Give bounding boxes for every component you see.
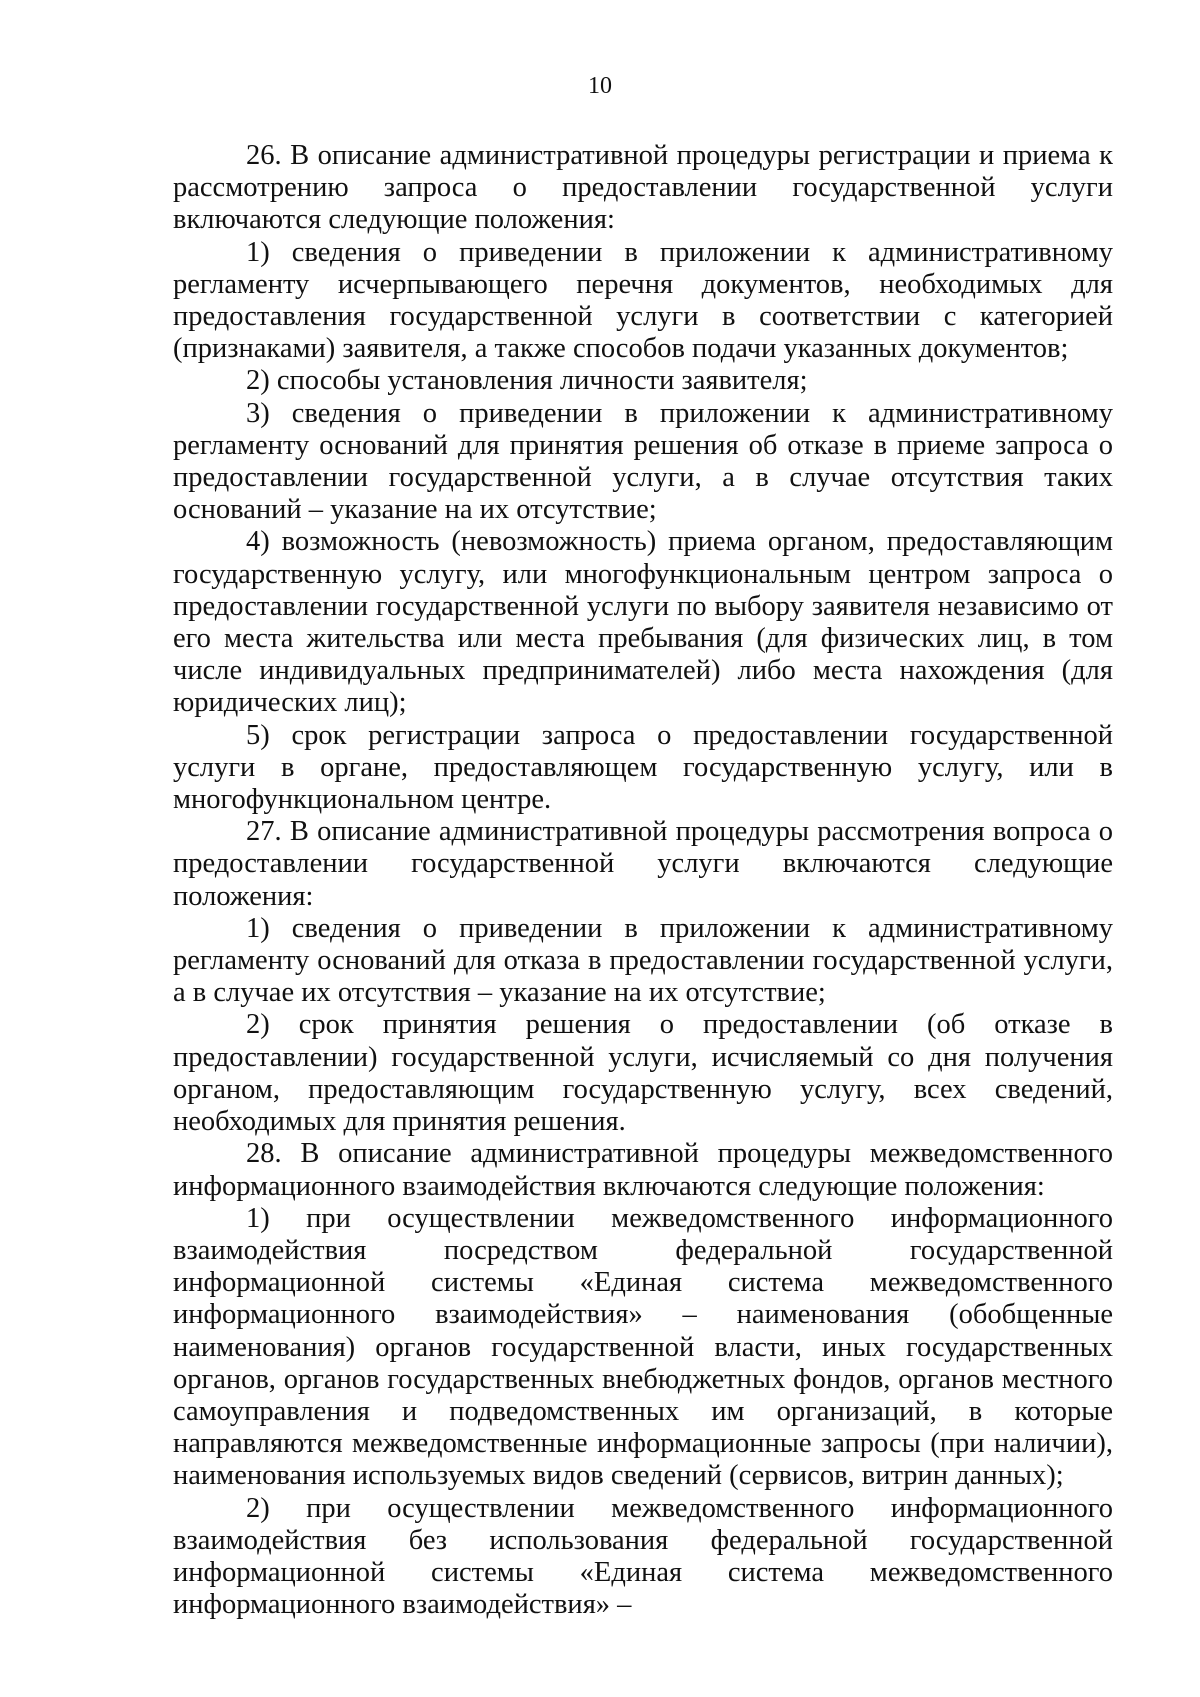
document-body bbox=[173, 140, 1113, 1621]
page-number: 10 bbox=[588, 73, 612, 99]
paragraph-26-intro: 26. В описание административной процедуры регистрации и приема к рассмотрению запроса о предоставлении государственной услуги включаются следующие положения: bbox=[173, 140, 1113, 236]
paragraph-26-item-4: 4) возможность (невозможность) приема органом, предоставляющим государственную услугу, или многофункциональным центром запроса о предоставлении государственной услуги по выбору заявителя независимо от его места жительства или места пребывания (для физических лиц, в том числе индивидуальных предпринимателей) либо места нахождения (для юридических лиц); bbox=[173, 526, 1113, 719]
paragraph-27-intro: 27. В описание административной процедуры рассмотрения вопроса о предоставлении государственной услуги включаются следующие положения: bbox=[173, 816, 1113, 912]
paragraph-28-item-1: 1) при осуществлении межведомственного информационного взаимодействия посредством федеральной государственной информационной системы «Единая система межведомственного информационного взаимодействия» – наименования (обобщенные наименования) органов государственной власти, иных государственных органов, органов государственных внебюджетных фондов, органов местного самоуправления и подведомственных им организаций, в которые направляются межведомственные информационные запросы (при наличии), наименования используемых видов сведений (сервисов, витрин данных); bbox=[173, 1202, 1113, 1492]
paragraph-26-item-2: 2) способы установления личности заявителя; bbox=[246, 365, 808, 397]
paragraph-26-item-5: 5) срок регистрации запроса о предоставлении государственной услуги в органе, предоставляющем государственную услугу, или в многофункциональном центре. bbox=[173, 719, 1113, 816]
paragraph-27-item-2: 2) срок принятия решения о предоставлении (об отказе в предоставлении) государственной услуги, исчисляемый со дня получения органом, предоставляющим государственную услугу, всех сведений, необходимых для принятия решения. bbox=[173, 1009, 1113, 1138]
paragraph-27-item-1: 1) сведения о приведении в приложении к административному регламенту оснований для отказа в предоставлении государственной услуги, а в случае их отсутствия – указание на их отсутствие; bbox=[173, 912, 1113, 1009]
paragraph-28-item-2: 2) при осуществлении межведомственного информационного взаимодействия без использования федеральной государственной информационной системы «Единая система межведомственного информационного взаимодействия» – bbox=[173, 1492, 1113, 1621]
paragraph-26-item-1: 1) сведения о приведении в приложении к административному регламенту исчерпывающего перечня документов, необходимых для предоставления государственной услуги в соответствии с категорией (признаками) заявителя, а также способов подачи указанных документов; bbox=[173, 236, 1113, 365]
paragraph-26-item-3: 3) сведения о приведении в приложении к административному регламенту оснований для принятия решения об отказе в приеме запроса о предоставлении государственной услуги, а в случае отсутствия таких оснований – указание на их отсутствие; bbox=[173, 397, 1113, 526]
paragraph-28-intro: 28. В описание административной процедуры межведомственного информационного взаимодействия включаются следующие положения: bbox=[173, 1138, 1113, 1202]
